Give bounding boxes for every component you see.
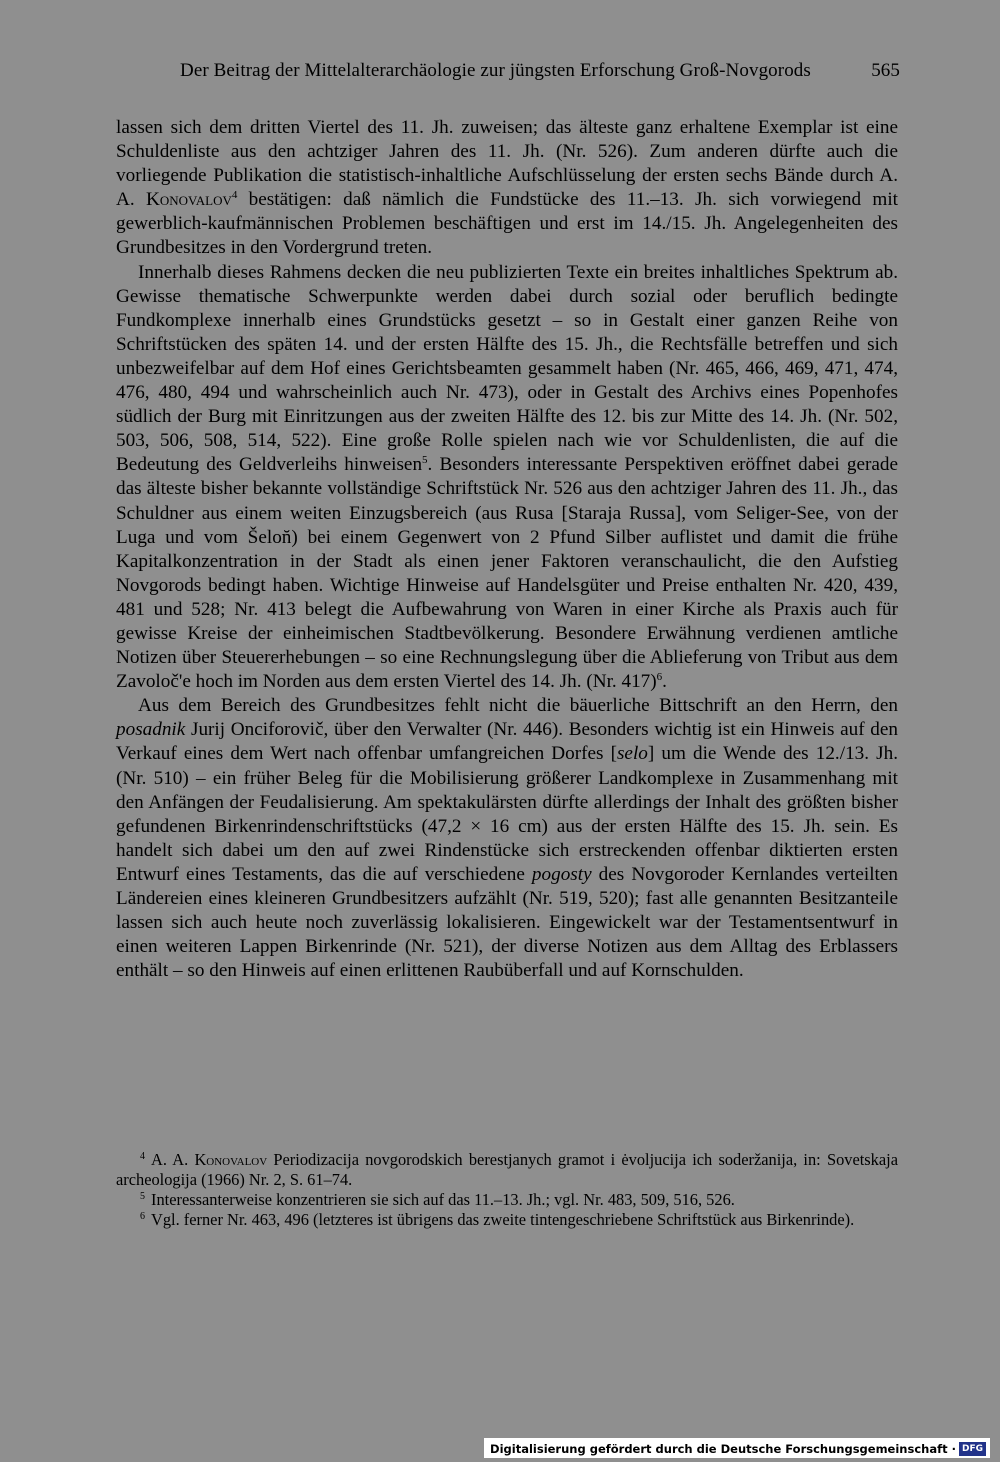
running-header xyxy=(180,60,900,86)
footnote-6 xyxy=(116,1210,898,1230)
paragraph-1 xyxy=(116,116,898,261)
footnote-ref: 6 xyxy=(656,671,663,684)
author-name: Konovalov xyxy=(194,1150,268,1169)
text-run: Innerhalb dieses Rahmens decken die neu publizierten Texte ein breites inhaltliches Spektrum ab. Gewisse thematische Schwerpunkte werden dabei durch sozial oder beruflich bedingte Fundkomplexe innerhalb eines Grundstücks gesetzt – so in Gestalt einer ganzen Reihe von Schriftstücken des späten 14. und der ersten Hälfte des 15. Jh., die Rechtsfälle betreffen und sich unbezweifelbar auf dem Hof eines Gerichtsbeamten gesammelt haben (Nr. 465, 466, 469, 471, 474, 476, 480, 494 und wahrscheinlich auch Nr. 473), oder in Gestalt des Archivs eines Popenhofes südlich der Burg mit Einritzungen aus der zweiten Hälfte des 12. bis zur Mitte des 14. Jh. (Nr. 502, 503, 506, 508, 514, 522). Eine große Rolle spielen nach wie vor Schuldenlisten, die auf die Bedeutung des Geldverleihs hinweisen xyxy=(116,261,898,476)
text-run: des Novgoroder Kernlandes verteilten Ländereien eines kleineren Grundbesitzers aufzählt (Nr. 519, 520); fast alle genannten Besitzanteile lassen sich auch heute noch zuverlässig lokalisieren. Eingewickelt war der Testamentsentwurf in einen weiteren Lappen Birkenrinde (Nr. 521), der diverse Notizen aus dem Alltag des Erblassers enthält – so den Hinweis auf einen erlittenen Raubüberfall und auf Kornschulden. xyxy=(116,863,898,982)
text-run: ] um die Wende des 12./13. Jh. (Nr. 510) – ein früher Beleg für die Mobilisierung größerer Landkomplexe in Zusammenhang mit den Anfängen der Feudalisierung. Am spektakulärsten dürfte allerdings der Inhalt des größten bisher gefundenen Birkenrindenschriftstücks (47,2 × 16 cm) aus der ersten Hälfte des 15. Jh. sein. Es handelt sich dabei um den auf zwei Rindenstücke sich erstreckenden offenbar diktierten ersten Entwurf eines Testaments, das die auf verschiedene xyxy=(116,743,899,885)
text-run: A. A. xyxy=(151,1150,195,1169)
paragraph-2 xyxy=(116,261,898,695)
footnote-4 xyxy=(116,1150,898,1190)
italic-term: posadnik xyxy=(116,719,186,741)
body-text xyxy=(116,116,898,983)
text-run: bestätigen: daß nämlich die Fundstücke des 11.–13. Jh. sich vorwiegend mit gewerblich-kaufmännischen Problemen beschäftigen und erst im 14./15. Jh. Angelegenheiten des Grundbesitzes in den Vordergrund treten. xyxy=(116,189,898,259)
paragraph-3 xyxy=(116,694,898,983)
page-number: 565 xyxy=(871,60,900,81)
header-title: Der Beitrag der Mittelalterarchäologie zur jüngsten Erforschung Groß-Novgorods xyxy=(180,60,811,81)
italic-term: selo xyxy=(616,743,648,765)
footnote-ref: 4 xyxy=(231,189,238,202)
dfg-logo: DFG xyxy=(959,1442,986,1456)
footnote-ref: 5 xyxy=(422,454,428,467)
author-name: Konovalov xyxy=(146,189,232,211)
credit-text: Digitalisierung gefördert durch die Deutsche Forschungsgemeinschaft · xyxy=(490,1442,956,1456)
text-run: Vgl. ferner Nr. 463, 496 (letzteres ist übrigens das zweite tintengeschriebene Schriftstück aus Birkenrinde). xyxy=(151,1210,855,1229)
footnote-number: 4 xyxy=(140,1151,145,1162)
text-run: Interessanterweise konzentrieren sie sich auf das 11.–13. Jh.; vgl. Nr. 483, 509, 516, 526. xyxy=(151,1190,735,1209)
footnote-number: 5 xyxy=(140,1191,145,1202)
italic-term: pogosty xyxy=(531,863,592,885)
footnote-5 xyxy=(116,1190,898,1210)
text-run: . xyxy=(662,671,667,693)
text-run: lassen sich dem dritten Viertel des 11. Jh. zuweisen; das älteste ganz erhaltene Exemplar ist eine Schuldenliste aus den achtziger Jahren des 11. Jh. (Nr. 526). Zum anderen dürfte auch die vorliegende Publikation die statistisch-inhaltliche Aufschlüsselung der ersten sechs Bände durch A. A. xyxy=(116,117,898,211)
text-run: Aus dem Bereich des Grundbesitzes fehlt nicht die bäuerliche Bittschrift an den Herrn, den xyxy=(138,695,898,717)
text-run: Periodizacija novgorodskich berestjanych gramot i ėvoljucija ich soderžanija, in: Sovetskaja archeologija (1966) Nr. 2, S. 61–74. xyxy=(116,1150,898,1189)
text-run: . Besonders interessante Perspektiven eröffnet dabei gerade das älteste bisher bekannte vollständige Schriftstück Nr. 526 aus den achtziger Jahren des 11. Jh., das Schuldner aus einem weiten Einzugsbereich (aus Rusa [Staraja Russa], vom Seliger-See, von der Luga und vom Šelon̆) bei einem Gegenwert von 2 Pfund Silber auflistet und damit die frühe Kapitalkonzentration in der Stadt als einen jener Faktoren veranschaulicht, die den Aufstieg Novgorods bedingt haben. Wichtige Hinweise auf Handelsgüter und Preise enthalten Nr. 420, 439, 481 und 528; Nr. 413 belegt die Aufbewahrung von Waren in einer Kirche als Praxis auch für gewisse Kreise der einheimischen Stadtbevölkerung. Besondere Erwähnung verdienen amtliche Notizen über Steuererhebungen – so eine Rechnungslegung über die Ablieferung von Tribut aus dem Zavoloč'e hoch im Norden aus dem ersten Viertel des 14. Jh. (Nr. 417) xyxy=(116,454,899,693)
footnote-number: 6 xyxy=(140,1211,145,1222)
digitization-credit xyxy=(484,1438,990,1458)
text-run: Jurij Onciforovič, über den Verwalter (Nr. 446). Besonders wichtig ist ein Hinweis auf den Verkauf eines dem Wert nach offenbar umfangreichen Dorfes [ xyxy=(116,719,898,765)
footnotes xyxy=(116,1150,898,1230)
